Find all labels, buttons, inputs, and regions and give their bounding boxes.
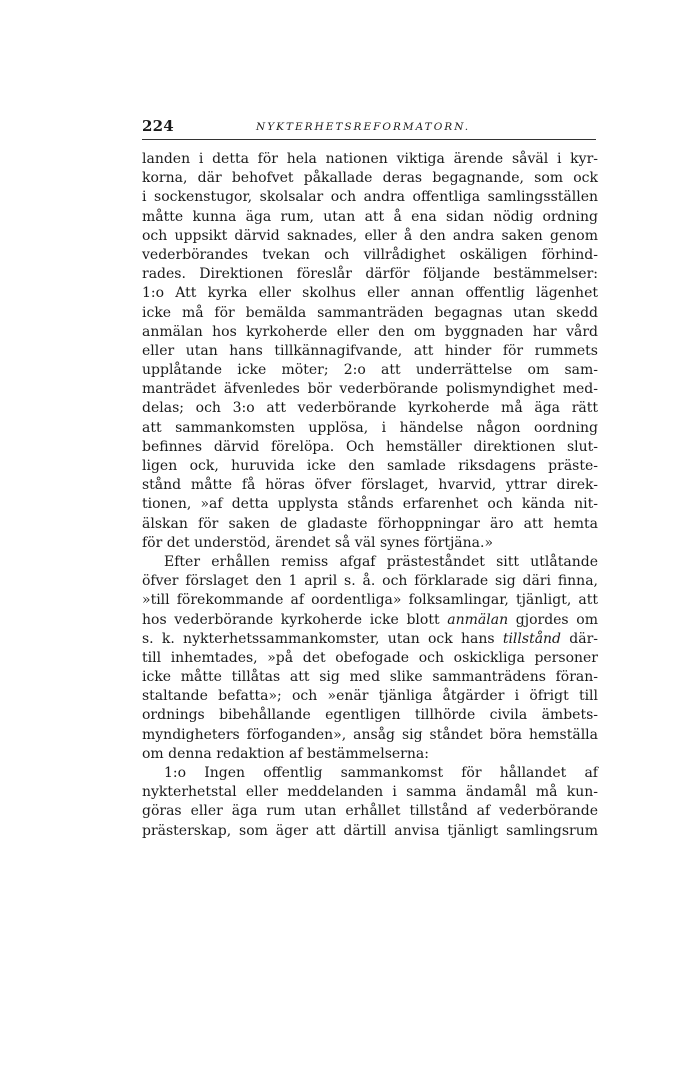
text-line: manträdet äfvenledes bör vederbörande polismyndighet med- (142, 381, 598, 398)
text-line: för det understöd, ärendet så väl synes förtjäna.» (142, 534, 494, 551)
text-line: prästerskap, som äger att därtill anvisa tjänligt samlingsrum (142, 822, 598, 839)
text-line: ligen ock, huruvida icke den samlade riksdagens präste- (142, 458, 598, 474)
text-line: staltande befatta»; och »enär tjänliga åtgärder i öfrigt till (142, 688, 598, 705)
text-line: rades. Direktionen föreslår därför följande bestämmelser: (142, 266, 598, 283)
text-line: 1:o Att kyrka eller skolhus eller annan offentlig lägenhet (142, 285, 598, 302)
text-line: stånd måtte få höras öfver förslaget, hvarvid, yttrar direk- (142, 477, 598, 494)
text-line: och uppsikt därvid saknades, eller å den andra saken genom (142, 227, 598, 244)
text-line: att sammankomsten upplösa, i händelse någon oordning (142, 419, 598, 436)
page-number: 224 (142, 117, 174, 135)
text-line: tionen, »af detta upplysta stånds erfarenhet och kända nit- (142, 496, 598, 513)
text-line (142, 630, 598, 649)
text-line: korna, där behofvet påkallade deras begagnande, som ock (142, 170, 598, 187)
text-line: delas; och 3:o att vederbörande kyrkoherde må äga rätt (142, 400, 598, 417)
text-line: ordnings bibehållande egentligen tillhörde civila ämbets- (142, 707, 598, 724)
text-line: 1:o Ingen offentlig sammankomst för hållandet af (164, 765, 598, 781)
text-line: i sockenstugor, skolsalar och andra offentliga samlingsställen (142, 189, 598, 206)
text-line: måtte kunna äga rum, utan att å ena sidan nödig ordning (142, 208, 598, 225)
text-line: vederbörandes tvekan och villrådighet oskäligen förhind- (142, 246, 598, 263)
text-line: icke må för bemälda sammanträden begagnas utan skedd (142, 304, 598, 321)
text-line: myndigheters förfoganden», ansåg sig ståndet böra hemställa (142, 726, 598, 743)
text-line: till inhemtades, »på det obefogade och oskickliga personer (142, 649, 598, 666)
text-line: upplåtande icke möter; 2:o att underrättelse om sam- (142, 362, 598, 379)
text-line: Efter erhållen remiss afgaf prästeståndet sitt utlåtande (164, 553, 598, 570)
emphasized-word: tillstånd (502, 630, 562, 647)
text-line: anmälan hos kyrkoherde eller den om byggnaden har vård (142, 323, 598, 340)
text-segment: gjordes om (515, 611, 598, 628)
emphasized-word: anmälan (447, 611, 509, 628)
running-head: NYKTERHETSREFORMATORN. (256, 121, 471, 133)
text-segment: hos vederbörande kyrkoherde icke blott (142, 611, 440, 628)
text-line: eller utan hans tillkännagifvande, att hinder för rummets (142, 342, 598, 359)
text-line: befinnes därvid förelöpa. Och hemställer direktionen slut- (142, 438, 598, 455)
text-line: älskan för saken de gladaste förhoppningar äro att hemta (142, 515, 598, 532)
text-line: öfver förslaget den 1 april s. å. och förklarade sig däri finna, (142, 573, 598, 590)
text-line: nykterhetstal eller meddelanden i samma ändamål må kun- (142, 784, 598, 801)
text-segment: där- (569, 630, 599, 647)
header-rule (142, 139, 596, 140)
body-text (142, 150, 598, 841)
text-line: göras eller äga rum utan erhållet tillstånd af vederbörande (142, 803, 598, 820)
text-line (142, 611, 598, 630)
text-line: om denna redaktion af bestämmelserna: (142, 745, 429, 762)
text-line: »till förekommande af oordentliga» folksamlingar, tjänligt, att (142, 592, 598, 609)
text-line: icke måtte tillåtas att sig med slike sammanträdens föran- (142, 669, 598, 686)
text-line: landen i detta för hela nationen viktiga ärende såväl i kyr- (142, 151, 598, 167)
text-segment: s. k. nykterhetssammankomster, utan ock hans (142, 630, 495, 647)
